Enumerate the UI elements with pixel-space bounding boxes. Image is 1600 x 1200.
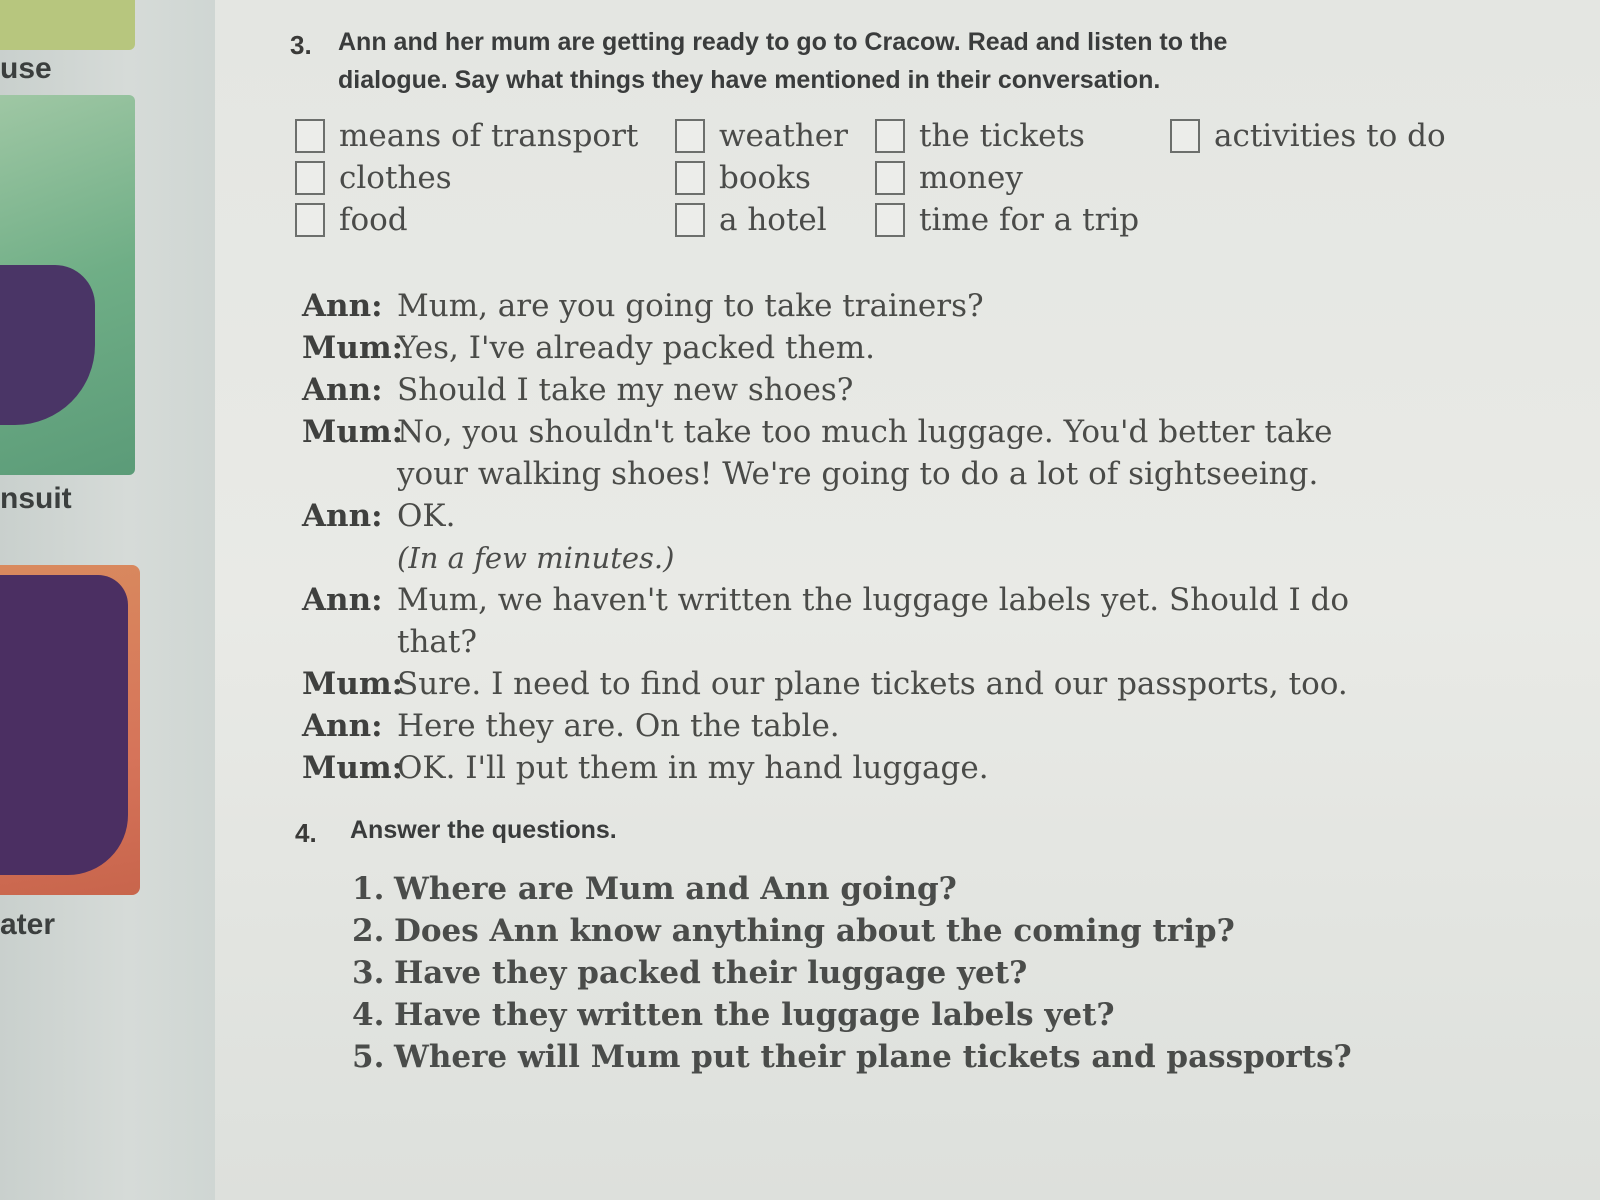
margin-color-tab (0, 0, 135, 50)
checkbox[interactable] (295, 119, 325, 153)
speaker-label: Ann: (302, 708, 383, 744)
questions-list (352, 868, 1352, 1078)
option-money[interactable]: money (875, 160, 1023, 196)
dialogue (302, 285, 1502, 789)
question-item: 2. Does Ann know anything about the coming trip? (352, 913, 1235, 949)
exercise-4-number: 4. (295, 818, 317, 848)
speech-text: Mum, we haven't written the luggage labels yet. Should I do (397, 582, 1350, 618)
dialogue-line (302, 663, 1502, 705)
dialogue-line (302, 453, 1502, 495)
checkbox[interactable] (875, 203, 905, 237)
option-activities-to-do[interactable]: activities to do (1170, 118, 1446, 154)
speaker-label (302, 621, 397, 663)
margin-word-1: use (0, 52, 52, 85)
dialogue-line (302, 705, 1502, 747)
dialogue-line (302, 747, 1502, 789)
option-means-of-transport[interactable]: means of transport (295, 118, 638, 154)
checkbox[interactable] (675, 203, 705, 237)
speech-text: No, you shouldn't take too much luggage. You'd better take (397, 414, 1333, 450)
dialogue-line (302, 327, 1502, 369)
option-food[interactable]: food (295, 202, 408, 238)
exercise-4-instruction: Answer the questions. (350, 816, 617, 844)
exercise-3-instruction-line-1: Ann and her mum are getting ready to go to Cracow. Read and listen to the (338, 28, 1228, 56)
speech-text: Mum, are you going to take trainers? (397, 288, 984, 324)
speaker-label (302, 453, 397, 495)
speech-text: Yes, I've already packed them. (397, 330, 876, 366)
exercise-3-number: 3. (290, 30, 312, 60)
speaker-label: Mum: (302, 666, 404, 702)
speech-text: OK. (397, 498, 456, 534)
option-books[interactable]: books (675, 160, 811, 196)
exercise-3-instruction-line-2: dialogue. Say what things they have mentioned in their conversation. (338, 66, 1161, 94)
margin-picture-sweater (0, 565, 140, 895)
speaker-label: Ann: (302, 372, 383, 408)
question-item: 1. Where are Mum and Ann going? (352, 871, 957, 907)
speaker-label: Mum: (302, 414, 404, 450)
option-weather[interactable]: weather (675, 118, 848, 154)
option-time-for-a-trip[interactable]: time for a trip (875, 202, 1139, 238)
speech-text: Sure. I need to find our plane tickets and our passports, too. (397, 666, 1348, 702)
speech-text: OK. I'll put them in my hand luggage. (397, 750, 989, 786)
question-item: 3. Have they packed their luggage yet? (352, 955, 1028, 991)
checkbox[interactable] (295, 203, 325, 237)
checkbox[interactable] (1170, 119, 1200, 153)
dialogue-line (302, 369, 1502, 411)
speaker-label: Mum: (302, 330, 404, 366)
speech-text: Here they are. On the table. (397, 708, 840, 744)
checkbox[interactable] (875, 161, 905, 195)
dialogue-line (302, 579, 1502, 621)
checkbox[interactable] (875, 119, 905, 153)
speech-text: Should I take my new shoes? (397, 372, 854, 408)
question-item: 5. Where will Mum put their plane tickets and passports? (352, 1039, 1352, 1075)
option-the-tickets[interactable]: the tickets (875, 118, 1085, 154)
checkbox[interactable] (675, 161, 705, 195)
checkbox[interactable] (675, 119, 705, 153)
speech-text: that? (397, 624, 477, 660)
option-a-hotel[interactable]: a hotel (675, 202, 827, 238)
option-clothes[interactable]: clothes (295, 160, 452, 196)
dialogue-line (302, 411, 1502, 453)
question-item: 4. Have they written the luggage labels yet? (352, 997, 1115, 1033)
speaker-label: Ann: (302, 582, 383, 618)
margin-word-3: ater (0, 908, 56, 941)
dialogue-line (302, 285, 1502, 327)
stage-direction: (In a few minutes.) (397, 541, 675, 575)
speaker-label: Mum: (302, 750, 404, 786)
dialogue-line (302, 621, 1502, 663)
checkbox[interactable] (295, 161, 325, 195)
margin-picture-swimsuit (0, 95, 135, 475)
margin-word-2: nsuit (0, 482, 72, 515)
speaker-label: Ann: (302, 498, 383, 534)
speech-text: your walking shoes! We're going to do a lot of sightseeing. (397, 456, 1319, 492)
speaker-label: Ann: (302, 288, 383, 324)
dialogue-line (302, 495, 1502, 537)
